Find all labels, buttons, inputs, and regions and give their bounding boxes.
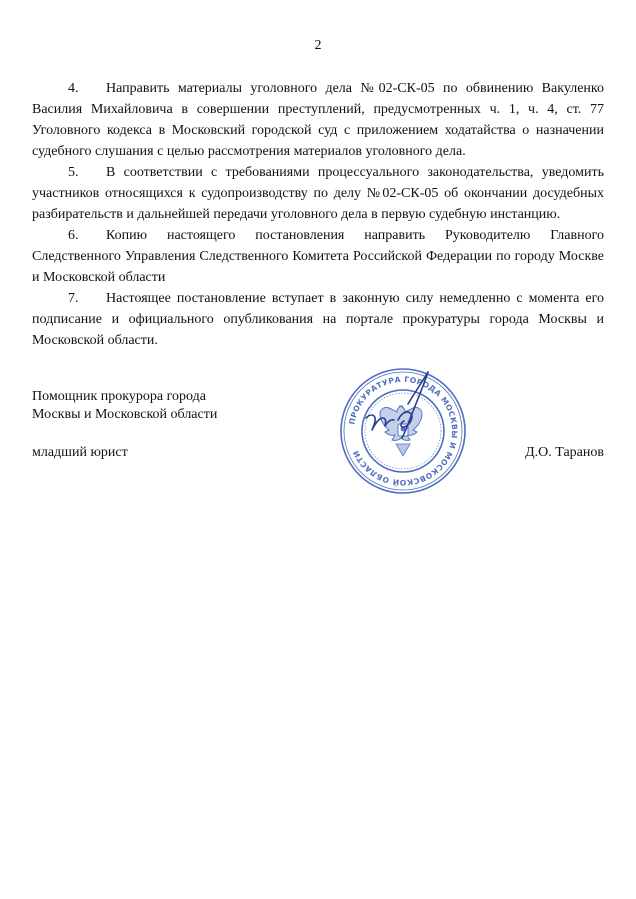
stamp-text: ПРОКУРАТУРА ГОРОДА МОСКВЫ И МОСКОВСКОЙ ОБЛАСТИ: [347, 374, 460, 488]
signature-block: [32, 388, 604, 462]
paragraph-7: [32, 288, 604, 351]
signer-position-line1: Помощник прокурора города: [32, 389, 206, 404]
paragraph-number: 5.: [68, 165, 79, 180]
paragraph-5: [32, 162, 604, 225]
paragraph-text: Настоящее постановление вступает в законную силу немедленно с момента его подписание и официального опубликования на портале прокуратуры города Москвы и Московской области.: [32, 291, 604, 348]
paragraph-text: Направить материалы уголовного дела №02-СК-05 по обвинению Вакуленко Василия Михайловича в совершении преступлений, предусмотренных ч. 1, ч. 4, ст. 77 Уголовного кодекса в Московский городской суд с приложением ходатайства о назначении судебного слушания с целью рассмотрения материалов уголовного дела.: [32, 81, 604, 159]
paragraph-4: [32, 78, 604, 162]
page-number: 2: [314, 38, 322, 53]
paragraph-6: [32, 225, 604, 288]
paragraph-text: В соответствии с требованиями процессуального законодательства, уведомить участников относящихся к судопроизводству по делу №02-СК-05 об окончании досудебных разбирательств и дальнейшей передачи уголовного дела в первую судебную инстанцию.: [32, 165, 604, 222]
paragraph-number: 7.: [68, 291, 79, 306]
paragraph-number: 4.: [68, 81, 79, 96]
signer-rank: младший юрист: [32, 445, 128, 460]
signer-name: Д.О. Таранов: [525, 445, 604, 460]
paragraph-number: 6.: [68, 228, 79, 243]
document-body: [32, 78, 604, 351]
official-stamp: [338, 366, 468, 496]
paragraph-text: Копию настоящего постановления направить Руководителю Главного Следственного Управления Следственного Комитета Российской Федерации по городу Москве и Московской области: [32, 228, 604, 285]
signature-row: [32, 444, 604, 462]
eagle-emblem-icon: [380, 406, 422, 456]
signer-position-line2: Москвы и Московской области: [32, 407, 218, 422]
